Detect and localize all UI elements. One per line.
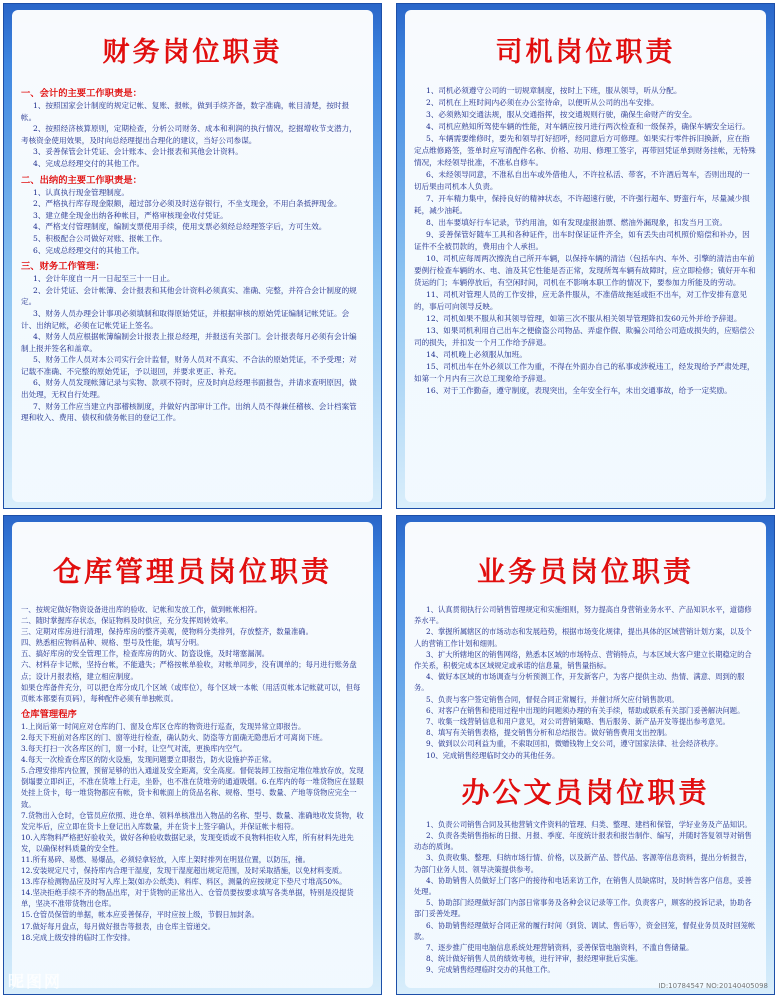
duty-item: 5.合理安排库内位置，预留足够的出入通道及安全距离，安全高度。督促装卸工按指定堆位堆放存放，发现倒塌要立即纠正，不准在货堆上行走，坐卧，也不准在货堆旁的通道吸烟。6.在库内的每一堆货物应在显眼处挂上货卡，每一堆货物都应有帐，货卡和帐面上的货品名称、规格、型号、数量、产地等货物应完全一致。 — [21, 766, 364, 809]
duty-item: 9、妥善保管好随车工具和各种证件，出车时保证证件齐全，如有丢失由司机照价赔偿和补办，因证件不全被罚款的，费用由个人承担。 — [414, 230, 750, 251]
duty-item: 2、掌握所属辖区的市场动态和发展趋势，根据市场变化规律，提出具体的区域营销计划方案，以及个人的营销工作计划和细则。 — [414, 627, 752, 648]
duty-item: 一、按规定做好物资设备进出库的验收、记帐和发放工作，做到帐帐相符。 — [21, 605, 262, 614]
finance-section-2 — [21, 172, 364, 257]
duty-item: 4、协助销售人员做好上门客户的接待和电话来访工作，在销售人员缺席时，及时转告客户信息，妥善处理。 — [414, 875, 752, 897]
duty-item: 10、完成销售经理临时交办的其他任务。 — [426, 750, 560, 760]
finance-title: 财务岗位职责 — [102, 37, 283, 68]
duty-item: 7.货物出入仓时，仓管员应依照、进仓单、领料单核准出入物品的名称、型号、数量、准确地收发货物，收发完毕后，应立即在货卡上登记出入库数量，并在货卡上签字确认，并保证帐卡相符。 — [21, 810, 364, 831]
duty-item: 4、完成总经理交付的其他工作。 — [33, 158, 145, 168]
duty-item: 5、积极配合公司做好对账、报帐工作。 — [33, 233, 167, 243]
finance-section-3 — [21, 258, 364, 424]
duty-item: 1、认真贯彻执行公司销售管理规定和实施细则，努力提高自身营销业务水平、产品知识水平，道德修养水平。 — [414, 605, 752, 626]
section-heading: 三、财务工作管理： — [21, 261, 105, 273]
duty-item: 8、出车要填好行车记录，节约用油，如有发现虚报油票、燃油外漏现象，扣发当月工资。 — [426, 218, 727, 227]
duty-item: 5、负责与客户签定销售合同，督促合同正常履行，并催讨所欠应付销售款项。 — [426, 694, 679, 704]
duty-item: 5、车辆需要维修时，要先和领导打好招呼，经同意后方可修理。如果实行零件拆旧换新，应在指定点维修路签，签单时应写清配件名称、价格、功用、修理工签字，再带回凭证单到财务挂帐，无特殊情况，未经领导批准，不准私自修车。 — [414, 134, 756, 167]
duty-item: 14、司机晚上必须服从加班。 — [426, 350, 527, 359]
duty-item: 6、未经领导同意，不准私自出车或外借他人，不许拉私活、带客，不许酒后驾车，否则出现的一切后果由司机本人负责。 — [414, 170, 750, 191]
duty-item: 11、司机对管理人员的工作安排，应无条件服从，不准借故拖延或拒不出车，对工作安排有意见的，事后可向领导反映。 — [414, 290, 748, 311]
duty-item: 1、司机必须遵守公司的一切规章制度，按时上下班，服从领导，听从分配。 — [426, 86, 682, 95]
duty-item: 六、材料存卡记帐，坚持台帐，不能遗失；严格按帐单验收，对帐单同步，没有调单的；每月进行账务盘点；设计月报表格，建立相应制度。 — [21, 660, 357, 681]
duty-item: 1、负责公司销售合同及其他营销文件资料的管理、归类、整理、建档和保管，学好业务及产品知识。 — [426, 819, 752, 829]
duty-item: 4、司机应熟知所驾使车辆的性能，对车辆应按月进行两次检查和一级保养，确保车辆安全运行。 — [426, 122, 750, 131]
duty-item: 如果仓库备件充分，可以把仓库分成几个区域（或库位），每个区域一本帐（用活页帐本记帐就可以，但每页帐本都要有页码），每种配件必须有单独帐页。 — [21, 682, 361, 703]
sales-title: 业务员岗位职责 — [476, 555, 694, 588]
watermark-id: ID:10784547 NO:20140405098 — [658, 982, 768, 990]
duty-item: 3、财务人员办理会计事项必须填制和取得原始凭证，并根据审核的原始凭证编制记帐凭证。会计、出纳记帐，必须在记帐凭证上签名。 — [21, 308, 350, 330]
duty-item: 1、按照国家会计制度的规定记帐、复账、报帐，做到手续齐备，数字准确，帐目清楚，按时报帐。 — [21, 101, 350, 122]
duty-item: 5、财务工作人员对本公司实行会计监督，财务人员对不真实、不合法的原始凭证，不予受理；对记载不准确、不完整的原始凭证，予以退回，并要求更正、补充。 — [21, 355, 357, 376]
duty-item: 1、会计年度自一月一日起至三十一日止。 — [33, 274, 175, 284]
duty-item: 4.每天一次检查仓库区的防火设施，发现问题要立即报告，防火设施护养正常。 — [21, 755, 277, 765]
warehouse-poster — [3, 515, 382, 995]
duty-item: 2、司机在上班时间内必须在办公室待命，以便听从公司的出车安排。 — [426, 98, 659, 107]
driver-poster — [396, 3, 775, 509]
duty-item: 7、财务工作应当建立内部稽核制度，并做好内部审计工作。出纳人员不得兼任稽核、会计档案管理和收入、费用、债权和债务帐目的登记工作。 — [21, 401, 357, 423]
duty-item: 6、对客户在销售和使用过程中出现的问题须办理的有关手续，帮助或联系有关部门妥善解决问题。 — [426, 705, 745, 715]
section-heading: 仓库管理程序 — [21, 708, 77, 720]
duty-item: 1.上岗后第一时间应对仓库的门、窗及仓库区仓库的物资进行巡查，发现异常立即报告。 — [21, 721, 306, 731]
duty-item: 6、协助销售经理做好合同正常的履行时间（到货、调试、售后等），资金回笼，督促业务员及时回笼帐款。 — [414, 920, 756, 941]
duty-item: 3、必须熟知交通法规，服从交通指挥，按交通规则行驶，确保生命财产的安全。 — [426, 110, 697, 119]
duty-item: 3、妥善保管会计凭证、会计账本、会计报表和其他会计资料。 — [33, 147, 243, 157]
duty-item: 7、收集一线营销信息和用户意见，对公司营销策略、售后服务、新产品开发等提出参考意见。 — [426, 717, 730, 727]
duty-item: 15.仓管员保管的单据，帐本应妥善保存，平时应按上级，节假日加封条。 — [21, 910, 259, 920]
duty-item: 4、做好本区域的市场调查与分析预测工作，开发新客户，为客户提供主动、热情、满意、周到的服务。 — [414, 672, 745, 693]
duty-item: 2、会计凭证、会计帐簿、会计报表和其他会计资料必须真实、准确、完整，并符合会计制度的规定。 — [21, 285, 357, 307]
finance-section-1 — [21, 85, 364, 170]
duty-item: 二、随时掌握库存状态，保证物料及时供应，充分发挥周转效率。 — [21, 616, 233, 626]
duty-item: 1、认真执行现金管理制度。 — [33, 187, 129, 197]
duty-item: 9、完成销售经理临时交办的其他工作。 — [426, 965, 555, 975]
duty-item: 11.所有易碎、易燃、易爆品，必须轻拿轻放，入库上架时排列在明显位置，以防压，撞。 — [21, 854, 310, 864]
clerk-title: 办公文员岗位职责 — [461, 775, 710, 809]
duty-item: 12、司机如果不服从和其领导管理，如第三次不服从相关领导管理降扣发60元外并给予辞退。 — [426, 314, 742, 323]
duty-item: 9、做到以公司利益为重，不索取回扣，微赠钱物上交公司，遵守国家法律、社会经济秩序。 — [426, 739, 723, 749]
section-heading: 二、出纳的主要工作职责是： — [21, 174, 142, 186]
duty-item: 3.每天打扫一次各库区的门，窗一小时，让空气对流，更换库内空气。 — [21, 744, 247, 754]
section-heading: 一、会计的主要工作职责是： — [21, 88, 142, 99]
duty-item: 2、负责各类销售指标的日报、月报、季度、年度统计报表和报告制作、编写，并随时答复领导对销售动态的质询。 — [414, 831, 752, 852]
duty-item: 7、逐步推广使用电脑信息系统处理营销资料，妥善保管电脑资料，不滥自售储量。 — [426, 943, 694, 953]
warehouse-title: 仓库管理员岗位职责 — [52, 555, 332, 588]
duty-item: 3、扩大所辖地区的销售网络，熟悉本区域的市场特点、营销特点，与本区域大客户建立长期稳定的合作关系，积极完成本区域规定或承诺的信息量，销售量指标。 — [414, 649, 752, 671]
driver-title: 司机岗位职责 — [495, 37, 676, 68]
duty-item: 2、按照经济核算原则，定期检查，分析公司财务、成本和利润的执行情况，挖掘增收节支潜力，考核资金使用效果，及时向总经理提出合理化的建议，当好公司参谋。 — [21, 124, 357, 145]
duty-item: 四、熟悉相应物料品种、规格、型号及性能，填写分明。 — [21, 638, 204, 648]
duty-item: 17.做好每月盘点，每月做好报告等报表，由仓库主管递交。 — [21, 921, 216, 931]
duty-item: 6、财务人员发现帐簿记录与实物、款项不符时，应及时向总经理书面报告，并请求查明原因，做出处理，无权自行处理。 — [21, 378, 357, 400]
duty-item: 18.完成上级安排的临时工作安排。 — [21, 932, 135, 942]
duty-item: 16、对于工作勤奋，遵守制度，表现突出，全年安全行车，未出交通事故，给予一定奖励。 — [426, 386, 732, 395]
finance-poster — [3, 3, 382, 509]
duty-item: 10、司机应每周两次擦洗自己所开车辆，以保持车辆的清洁（包括车内、车外、引擎的清洁由车前要例行检查车辆的水、电、油及其它性能是否正常，发现所驾车辆有故障时，应立即检修；镇好开车和货运的门；车辆停放后，有空闲时间，司机在不影响本职工作的情况下，要参加力所能及的劳动。 — [414, 254, 756, 287]
duty-item: 13、如果司机利用自己出车之便偷盗公司物品、弄虚作假、欺骗公司给公司造成损失的，应赔偿公司的损失，并扣发一个月工作给予辞退。 — [414, 326, 755, 347]
sales-clerk-content — [405, 522, 766, 988]
duty-item: 五、搞好库房的安全管理工作，检查库房的防火、防盗设施，及时堵塞漏洞。 — [21, 649, 270, 659]
duty-item: 8、填写有关销售表格，提交销售分析和总结报告。做好销售费用支出控制。 — [426, 728, 672, 738]
duty-item: 8、统计做好销售人员的绩效考核，进行评审，报经理审批后实施。 — [426, 954, 643, 964]
duty-item: 7、开车精力集中，保持良好的精神状态，不许超速行驶，不许强行超车、野蛮行车，尽量减少损耗，减少油耗。 — [414, 194, 750, 215]
duty-item: 三、定期对库房进行清理，保持库房的整齐美观，使物料分类排列，存放整齐，数量准确。 — [21, 627, 313, 637]
duty-item: 2.每天下班前对各库区的门、窗等进行检查，确认防火、防盗等方面确无隐患后才可离岗下班。 — [21, 732, 328, 742]
duty-item: 12.安装规定尺寸，保持库内合理干湿度，发现干湿度超出规定范围，及时采取措施，以免材料变质。 — [21, 866, 347, 876]
duty-item: 3、建立健全现金出纳各种帐目，严格审核现金收付凭证。 — [33, 210, 228, 220]
duty-item: 10.入库物料严格把好验收关，做好各种验收数据记录，发现变质或不良物料拒收入库，所有材料先进先发，以确保材料质量的安全性。 — [21, 832, 354, 853]
sales-clerk-poster — [396, 515, 775, 995]
duty-item: 4、财务人员应根据帐簿编制会计报表上报总经理，并报送有关部门。会计报表每月必须有会计编制上报并签名和盖章。 — [21, 332, 357, 353]
duty-item: 5、协助部门经理做好部门内部日常事务及各种会议记录等工作。负责客户，顾客的投诉记录，协助各部门妥善处理。 — [414, 898, 752, 919]
warehouse-content — [12, 522, 373, 988]
duty-item: 6、完成总经理交付的其他工作。 — [33, 245, 145, 255]
finance-content — [12, 10, 373, 502]
duty-item: 4、严格支付管理制度，编制支票使用手续，使用支票必须经总经理签字后，方可生效。 — [33, 222, 327, 232]
duty-item: 2、严格执行库存现金限额，超过部分必须及时送存银行，不坐支现金，不用白条抵押现金。 — [33, 199, 342, 209]
duty-item: 15、司机出车在外必须以工作为重，不得在外面办自己的私事或涉税违工，经发现给予严肃处理，如第一个月内有三次总工现象给予辞退。 — [414, 362, 755, 383]
driver-content — [405, 10, 766, 502]
duty-item: 3、负责收集、整理、归纳市场行情、价格，以及新产品、替代品、客源等信息资料，提出分析报告，为部门业务人员、领导决策提供参考。 — [414, 853, 752, 874]
duty-item: 13.库存检测物品应及时写入库上架(如办公纸类)、料库、料区，测量的应按规定下垫尺寸堆高50%。 — [21, 877, 347, 887]
watermark-logo: 昵图网 — [8, 972, 63, 991]
duty-item: 14.坚决拒绝手续不齐的物品出库，对于货物的正常出入、仓管员要按要求填写各类单据，特别是没提货单，坚决不准带货物出仓库。 — [21, 888, 354, 909]
